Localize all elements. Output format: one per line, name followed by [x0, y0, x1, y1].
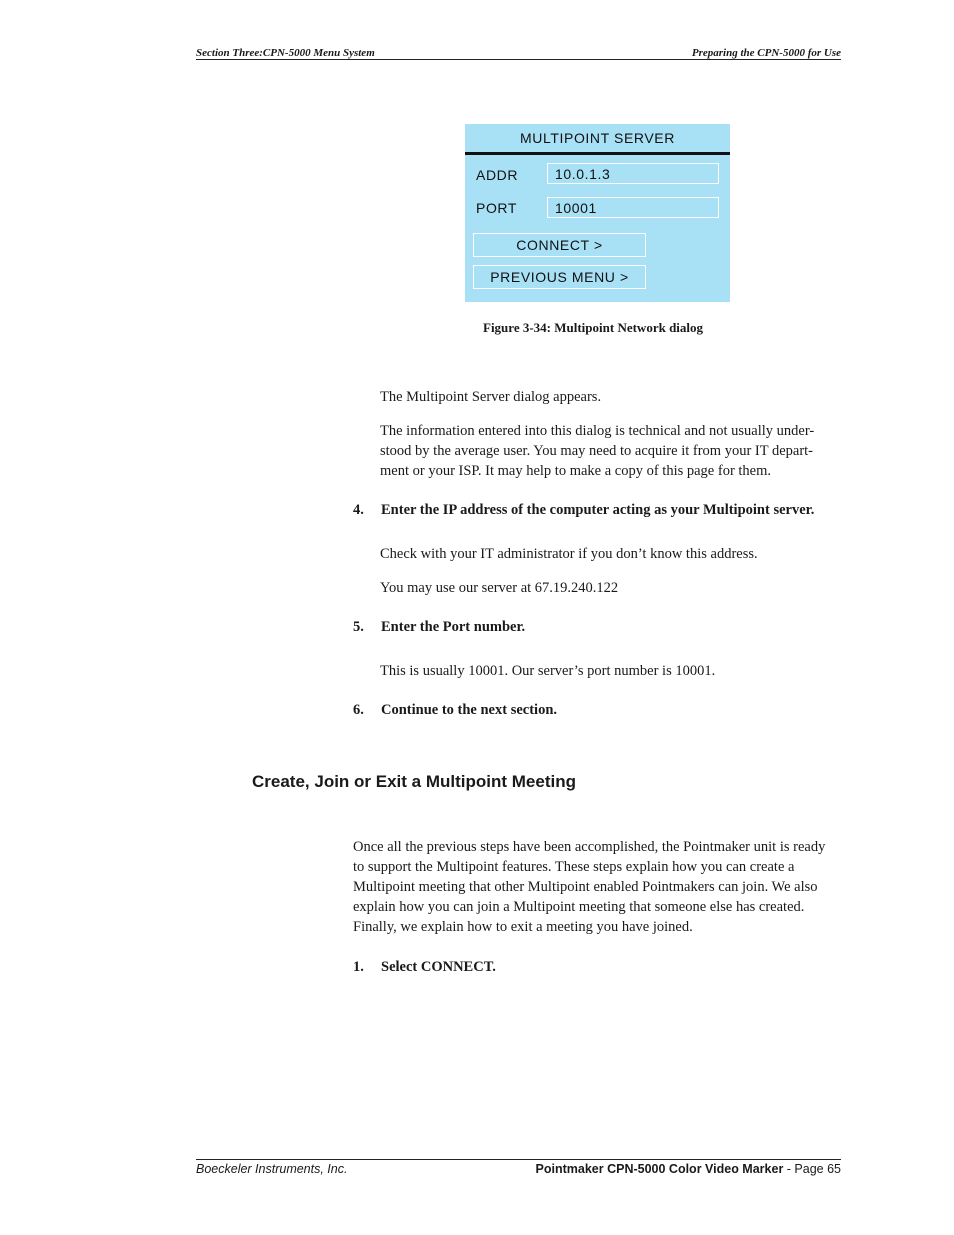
- paragraph-server-address: You may use our server at 67.19.240.122: [380, 580, 619, 596]
- text-line: The information entered into this dialog is technical and not usually under-: [380, 423, 815, 439]
- footer-company: Boeckeler Instruments, Inc.: [196, 1162, 348, 1176]
- footer-page-info: [536, 1162, 841, 1176]
- step-number: 4.: [353, 502, 364, 518]
- paragraph-multipoint-intro: [353, 837, 825, 937]
- step-text: Enter the IP address of the computer acting as your Multipoint server.: [381, 502, 815, 518]
- text-line: explain how you can join a Multipoint meeting that someone else has created.: [353, 899, 805, 915]
- text-line: Once all the previous steps have been accomplished, the Pointmaker unit is ready: [353, 839, 826, 855]
- step-text: Select CONNECT.: [381, 959, 496, 975]
- text-line: stood by the average user. You may need to acquire it from your IT depart-: [380, 443, 814, 459]
- step-number: 1.: [353, 959, 364, 975]
- step-1: [353, 957, 496, 977]
- header-chapter: Preparing the CPN-5000 for Use: [691, 47, 841, 59]
- step-4: [353, 500, 814, 520]
- paragraph-dialog-appears: The Multipoint Server dialog appears.: [380, 389, 602, 405]
- step-number: 5.: [353, 619, 364, 635]
- addr-field[interactable]: 10.0.1.3: [547, 163, 719, 184]
- footer-product: Pointmaker CPN-5000 Color Video Marker: [535, 1162, 784, 1176]
- page-header: [196, 44, 841, 60]
- text-line: Multipoint meeting that other Multipoint enabled Pointmakers can join. We also: [353, 879, 818, 895]
- previous-menu-button[interactable]: PREVIOUS MENU >: [473, 265, 646, 289]
- paragraph-technical-info: [380, 421, 814, 481]
- step-number: 6.: [353, 702, 364, 718]
- footer-page-number: - Page 65: [783, 1162, 841, 1176]
- dialog-title: MULTIPOINT SERVER: [465, 124, 730, 155]
- text-line: ment or your ISP. It may help to make a copy of this page for them.: [380, 463, 772, 479]
- page-footer: [196, 1159, 841, 1176]
- step-text: Continue to the next section.: [381, 702, 558, 718]
- text-line: to support the Multipoint features. These steps explain how you can create a: [353, 859, 795, 875]
- connect-button[interactable]: CONNECT >: [473, 233, 646, 257]
- figure-caption: Figure 3-34: Multipoint Network dialog: [483, 320, 704, 335]
- addr-label: ADDR: [476, 167, 519, 183]
- port-field[interactable]: 10001: [547, 197, 719, 218]
- paragraph-check-admin: Check with your IT administrator if you don’t know this address.: [380, 546, 758, 562]
- port-label: PORT: [476, 200, 518, 216]
- multipoint-server-dialog: [465, 124, 730, 302]
- step-text: Enter the Port number.: [381, 619, 526, 635]
- step-6: [353, 700, 557, 720]
- header-section: Section Three:CPN-5000 Menu System: [196, 47, 375, 59]
- paragraph-port-number: This is usually 10001. Our server’s port number is 10001.: [380, 663, 716, 679]
- section-heading: Create, Join or Exit a Multipoint Meeting: [252, 772, 576, 791]
- text-line: Finally, we explain how to exit a meeting you have joined.: [353, 919, 693, 935]
- step-5: [353, 617, 525, 637]
